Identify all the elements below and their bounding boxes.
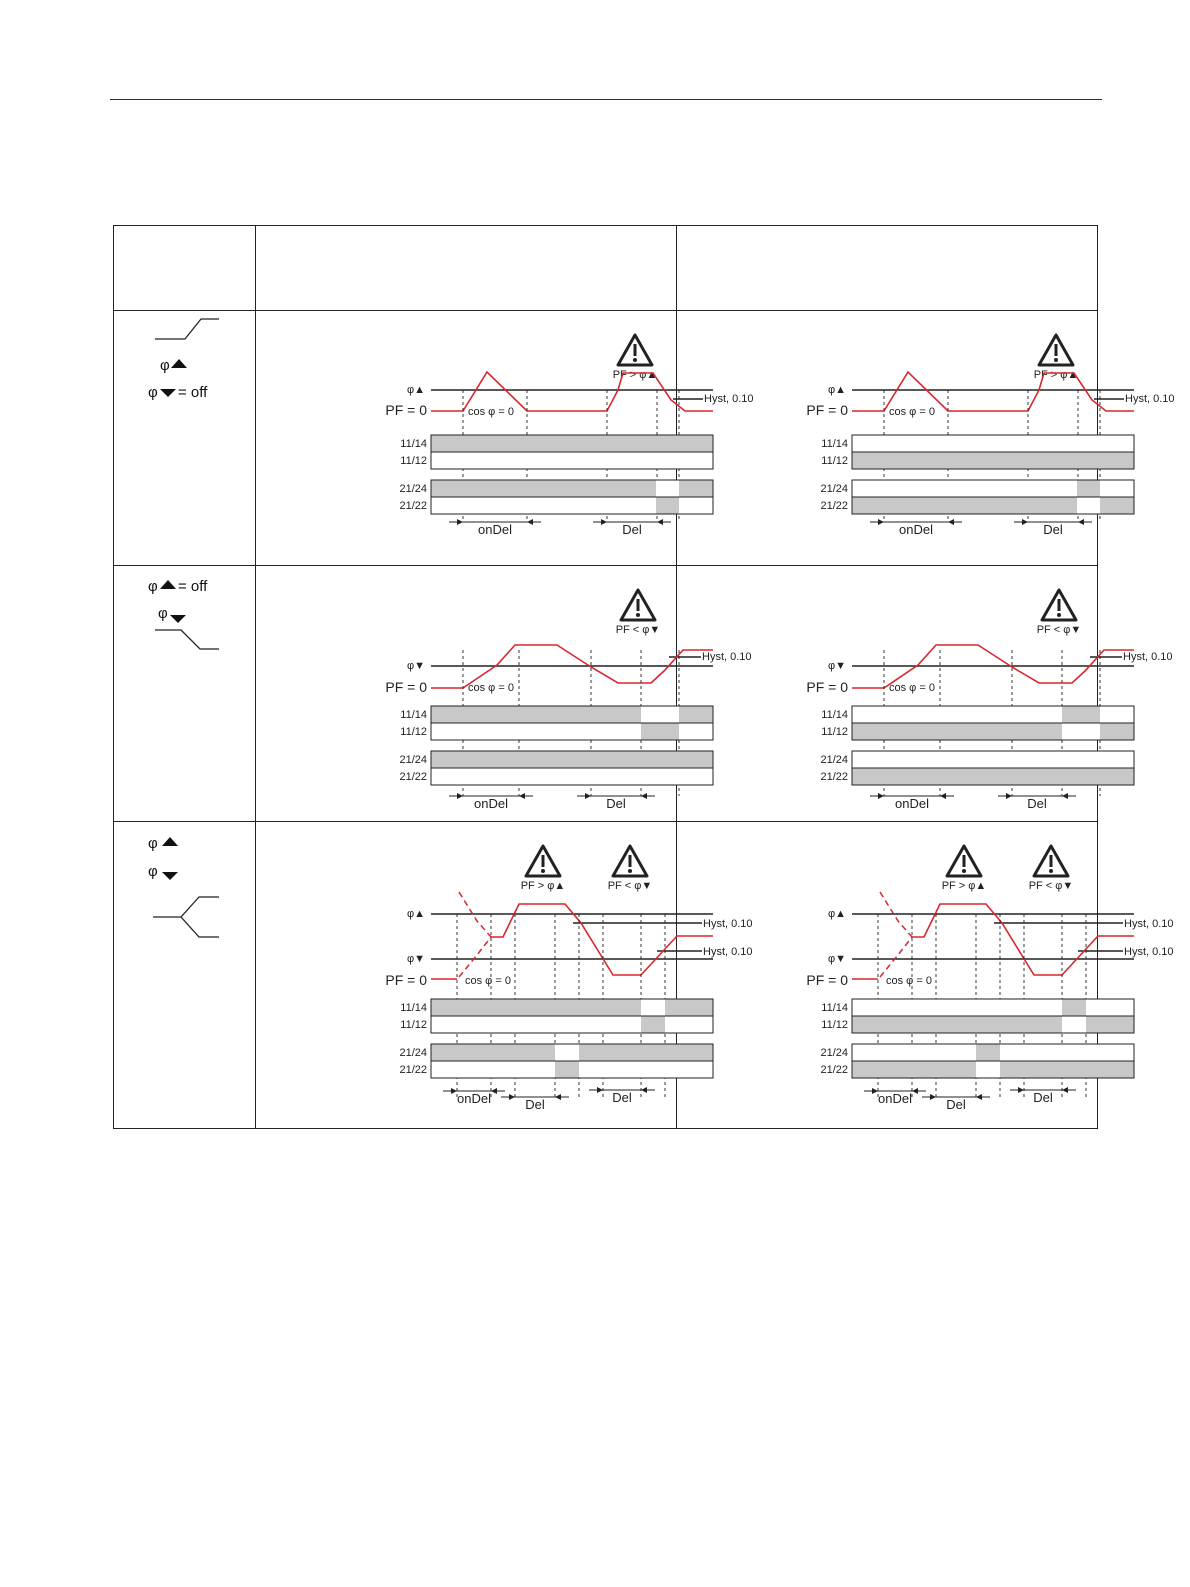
relay-label: 21/24 xyxy=(820,1047,848,1059)
interval-label: Del xyxy=(525,1097,545,1112)
rising-symbol xyxy=(155,319,219,339)
relay-track xyxy=(852,435,1134,452)
cos-label: cos φ = 0 xyxy=(889,682,935,694)
triangle-up-icon xyxy=(171,359,187,368)
relay-on-segment xyxy=(1062,707,1100,723)
interval-arrow xyxy=(1006,793,1012,799)
interval-label: onDel xyxy=(899,522,933,537)
header-rule xyxy=(110,99,1102,100)
mode-upper-off: = off xyxy=(178,384,208,401)
interval-label: Del xyxy=(1027,796,1047,811)
interval-arrow xyxy=(491,1088,497,1094)
interval-arrow xyxy=(457,793,463,799)
level-up-label: φ▲ xyxy=(406,908,425,920)
relay-label: 11/14 xyxy=(821,438,848,450)
warning-label: PF > φ▲ xyxy=(612,369,658,381)
interval-arrow xyxy=(976,1094,982,1100)
relay-label: 21/22 xyxy=(820,771,848,783)
cos-label: cos φ = 0 xyxy=(889,406,935,418)
relay-label: 11/14 xyxy=(400,709,427,721)
diagram-window-nc xyxy=(385,846,752,1112)
mode-cell-upper xyxy=(148,319,219,401)
mode-cell-lower xyxy=(148,578,219,649)
relay-on-segment xyxy=(852,1017,1062,1033)
interval-arrow xyxy=(912,1088,918,1094)
interval-label: onDel xyxy=(895,796,929,811)
window-symbol xyxy=(181,897,219,937)
warning-icon-dot xyxy=(636,613,640,617)
interval-arrow xyxy=(1078,519,1084,525)
relay-label: 21/22 xyxy=(820,1064,848,1076)
relay-on-segment xyxy=(1077,481,1100,497)
warning-icon-dot xyxy=(1057,613,1061,617)
cos-label: cos φ = 0 xyxy=(468,682,514,694)
relay-track xyxy=(431,1016,713,1033)
hyst-label: Hyst, 0.10 xyxy=(1123,651,1173,663)
warning-icon-dot xyxy=(633,358,637,362)
relay-label: 11/14 xyxy=(821,1002,848,1014)
interval-arrow xyxy=(527,519,533,525)
diagram-lower-no xyxy=(806,590,1172,811)
relay-label: 21/22 xyxy=(399,500,427,512)
warning-icon-dot xyxy=(1054,358,1058,362)
triangle-up-icon xyxy=(160,580,176,589)
relay-label: 21/24 xyxy=(820,483,848,495)
mode-upper-phi-2: φ xyxy=(148,384,158,401)
relay-on-segment xyxy=(1100,498,1134,514)
relay-on-segment xyxy=(1086,1017,1134,1033)
level-down-label: φ▼ xyxy=(827,660,846,672)
relay-label: 11/14 xyxy=(400,438,427,450)
interval-arrow xyxy=(555,1094,561,1100)
hyst-label: Hyst, 0.10 xyxy=(704,393,754,405)
relay-on-segment xyxy=(431,707,641,723)
relay-on-segment xyxy=(852,724,1062,740)
pf-zero-label: PF = 0 xyxy=(385,402,427,418)
relay-label: 21/22 xyxy=(820,500,848,512)
relay-label: 11/12 xyxy=(821,455,848,467)
level-up-label: φ▲ xyxy=(406,384,425,396)
warning-icon-bar xyxy=(1050,855,1053,867)
warning-down-label: PF < φ▼ xyxy=(1028,880,1074,892)
hyst-down-label: Hyst, 0.10 xyxy=(1124,946,1174,958)
relay-on-segment xyxy=(431,436,713,452)
relay-on-segment xyxy=(656,498,679,514)
hyst-up-label: Hyst, 0.10 xyxy=(703,918,753,930)
table-svg xyxy=(113,225,1175,1129)
interval-arrow xyxy=(585,793,591,799)
relay-label: 21/22 xyxy=(399,1064,427,1076)
interval-arrow xyxy=(878,519,884,525)
interval-arrow xyxy=(940,793,946,799)
warning-icon-bar xyxy=(1058,599,1061,611)
interval-arrow xyxy=(519,793,525,799)
relay-on-segment xyxy=(431,1000,641,1016)
signal-dashed-down xyxy=(459,937,491,977)
warning-up-label: PF > φ▲ xyxy=(520,880,566,892)
mode-window-phi-2: φ xyxy=(148,863,158,880)
relay-on-segment xyxy=(641,1017,665,1033)
interval-arrow xyxy=(601,519,607,525)
level-up-label: φ▲ xyxy=(827,908,846,920)
warning-down-label: PF < φ▼ xyxy=(607,880,653,892)
interval-label: Del xyxy=(622,522,642,537)
relay-label: 11/12 xyxy=(400,1019,427,1031)
relay-on-segment xyxy=(1100,724,1134,740)
hyst-down-label: Hyst, 0.10 xyxy=(703,946,753,958)
mode-lower-off: = off xyxy=(178,578,208,595)
mode-window-phi-1: φ xyxy=(148,835,158,852)
interval-arrow xyxy=(1062,1087,1068,1093)
relay-label: 11/14 xyxy=(400,1002,427,1014)
interval-label: onDel xyxy=(478,522,512,537)
relay-label: 21/24 xyxy=(820,754,848,766)
warning-icon-bar xyxy=(1055,344,1058,356)
interval-arrow xyxy=(1062,793,1068,799)
relay-on-segment xyxy=(679,481,713,497)
timing-diagram-table xyxy=(113,225,1175,1129)
relay-label: 11/14 xyxy=(821,709,848,721)
interval-arrow xyxy=(878,793,884,799)
warning-label: PF < φ▼ xyxy=(615,624,661,636)
relay-track xyxy=(431,452,713,469)
level-up-label: φ▲ xyxy=(827,384,846,396)
interval-arrow xyxy=(948,519,954,525)
relay-on-segment xyxy=(665,1000,713,1016)
warning-icon-bar xyxy=(634,344,637,356)
pf-zero-label: PF = 0 xyxy=(806,679,848,695)
interval-arrow xyxy=(1022,519,1028,525)
interval-label: onDel xyxy=(474,796,508,811)
interval-arrow xyxy=(657,519,663,525)
warning-icon-bar xyxy=(542,855,545,867)
relay-label: 21/24 xyxy=(399,483,427,495)
warning-up-label: PF > φ▲ xyxy=(941,880,987,892)
triangle-down-icon xyxy=(160,389,176,397)
interval-arrow xyxy=(641,1087,647,1093)
pf-zero-label: PF = 0 xyxy=(385,972,427,988)
mode-lower-phi-1: φ xyxy=(148,578,158,595)
cos-label: cos φ = 0 xyxy=(886,975,932,987)
relay-on-segment xyxy=(431,752,713,768)
mode-lower-phi-2: φ xyxy=(158,605,168,622)
interval-arrow xyxy=(509,1094,515,1100)
diagram-upper-no xyxy=(806,335,1174,537)
hyst-up-label: Hyst, 0.10 xyxy=(1124,918,1174,930)
relay-on-segment xyxy=(431,1045,555,1061)
mode-cell-window xyxy=(148,835,219,937)
relay-label: 11/12 xyxy=(400,455,427,467)
relay-on-segment xyxy=(641,724,679,740)
level-down-label: φ▼ xyxy=(406,953,425,965)
hyst-label: Hyst, 0.10 xyxy=(1125,393,1175,405)
interval-label: Del xyxy=(612,1090,632,1105)
interval-arrow xyxy=(930,1094,936,1100)
relay-label: 11/12 xyxy=(821,726,848,738)
relay-on-segment xyxy=(852,769,1134,785)
relay-on-segment xyxy=(1000,1062,1134,1078)
interval-label: onDel xyxy=(878,1091,912,1106)
interval-label: Del xyxy=(1033,1090,1053,1105)
warning-label: PF > φ▲ xyxy=(1033,369,1079,381)
warning-icon-bar xyxy=(963,855,966,867)
interval-label: Del xyxy=(606,796,626,811)
relay-on-segment xyxy=(431,481,656,497)
triangle-up-icon xyxy=(162,837,178,846)
relay-track xyxy=(852,999,1134,1016)
interval-arrow xyxy=(641,793,647,799)
relay-on-segment xyxy=(852,453,1134,469)
pf-zero-label: PF = 0 xyxy=(385,679,427,695)
interval-label: Del xyxy=(946,1097,966,1112)
interval-arrow xyxy=(597,1087,603,1093)
hyst-label: Hyst, 0.10 xyxy=(702,651,752,663)
diagram-window-no xyxy=(806,846,1173,1112)
diagram-upper-nc xyxy=(385,335,753,537)
warning-icon-bar xyxy=(637,599,640,611)
interval-label: onDel xyxy=(457,1091,491,1106)
warning-label: PF < φ▼ xyxy=(1036,624,1082,636)
relay-on-segment xyxy=(976,1045,1000,1061)
cos-label: cos φ = 0 xyxy=(465,975,511,987)
relay-label: 11/12 xyxy=(821,1019,848,1031)
interval-arrow xyxy=(1018,1087,1024,1093)
warning-icon-dot xyxy=(541,869,545,873)
pf-zero-label: PF = 0 xyxy=(806,972,848,988)
relay-on-segment xyxy=(852,498,1077,514)
falling-symbol xyxy=(155,630,219,649)
relay-label: 21/24 xyxy=(399,754,427,766)
warning-icon-dot xyxy=(962,869,966,873)
warning-icon-dot xyxy=(628,869,632,873)
interval-arrow xyxy=(457,519,463,525)
relay-label: 21/22 xyxy=(399,771,427,783)
relay-label: 11/12 xyxy=(400,726,427,738)
relay-track xyxy=(852,751,1134,768)
warning-icon-dot xyxy=(1049,869,1053,873)
level-down-label: φ▼ xyxy=(406,660,425,672)
relay-on-segment xyxy=(852,1062,976,1078)
signal-dashed-down xyxy=(880,937,912,977)
relay-label: 21/24 xyxy=(399,1047,427,1059)
relay-on-segment xyxy=(679,707,713,723)
interval-label: Del xyxy=(1043,522,1063,537)
pf-zero-label: PF = 0 xyxy=(806,402,848,418)
mode-upper-phi-1: φ xyxy=(160,357,170,374)
triangle-down-icon xyxy=(170,615,186,623)
relay-track xyxy=(431,768,713,785)
diagram-lower-nc xyxy=(385,590,751,811)
level-down-label: φ▼ xyxy=(827,953,846,965)
relay-on-segment xyxy=(1062,1000,1086,1016)
triangle-down-icon xyxy=(162,872,178,880)
relay-on-segment xyxy=(555,1062,579,1078)
cos-label: cos φ = 0 xyxy=(468,406,514,418)
table-grid xyxy=(113,225,1098,1129)
warning-icon-bar xyxy=(629,855,632,867)
relay-on-segment xyxy=(579,1045,713,1061)
